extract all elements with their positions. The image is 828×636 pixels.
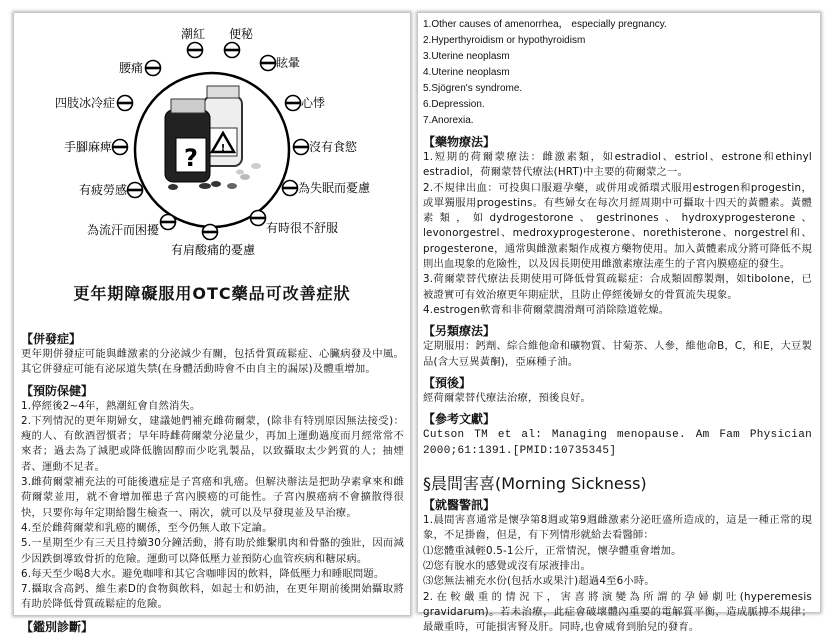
list-item: 2.Hyperthyroidism or hypothyroidism [423,35,586,46]
symptom-label: 有時很不舒服 [266,221,339,235]
list-item: 4.至於雌荷爾蒙和乳癌的關係，至今仍無人敢下定論。 [21,521,273,534]
left-page [14,13,410,634]
prevention-list [21,399,404,613]
list-item: 2.在較嚴重的情況下，害喜將演變為所謂的孕婦劇吐(hyperemesis gravidarum)。若未治療，此症會破壞體內重要的電解質平衡，造成脈搏不規律；最嚴重時，可能損害腎及肝。同時,也會威脅到胎兒的發育。 [423,590,812,634]
list-item: 3.雌荷爾蒙補充法的可能後遺症是子宮癌和乳癌。但解決辦法是把助孕素拿來和雌荷爾蒙並用，就不會增加罹患子宮內膜癌的可能性。子宮內膜癌病不會擴散得很快，只要你每年定期給醫生檢查一、兩次，就可以及早發現並及早治療。 [21,476,404,519]
complications-heading: 【併發症】 [21,332,82,346]
prevention-heading: 【預防保健】 [21,383,94,398]
list-item: 1.停經後2~4年，熱潮紅會自然消失。 [21,399,201,412]
symptom-label: 為失眠而憂慮 [298,181,371,195]
list-item: ⑴您體重減輕0.5-1公斤，正常情況，懷孕體重會增加。 [423,544,682,557]
drug-heading: 【藥物療法】 [423,135,496,149]
list-item: 6.Depression. [423,99,485,110]
pill-icon [203,225,218,240]
pill-bottle-question-icon [165,99,210,182]
list-item: ⑵您有脫水的感覺或沒有尿液排出。 [423,560,591,573]
symptom-label: 有疲勞感 [78,183,127,197]
symptom-label: 腰痛 [118,61,143,75]
alternative-heading: 【另類療法】 [423,324,496,339]
differential-list [423,17,812,129]
svg-text:?: ? [184,144,198,172]
warning-heading: 【就醫警訊】 [423,498,496,513]
pill-icon [261,56,276,71]
list-item: ⑶您無法補充水份(包括水或果汁)超過4至6小時。 [423,575,655,588]
list-item: 1.晨間害喜通常是懷孕第8週或第9週雌激素分泌旺盛所造成的，這是一種正常的現象，不足掛齒，但是，有下列情形就給去看醫師： [423,514,812,542]
pill-icon [188,43,203,58]
list-item: 7.攝取含高鈣、維生素D的食物與飲料，如起士和奶油，在更年期前後開始攝取將有助於降低骨質疏鬆症的危險。 [21,583,404,611]
svg-text:!: ! [220,143,226,154]
symptom-label: 心悸 [301,96,326,110]
list-item: 7.Anorexia. [423,115,474,126]
list-item: 3.荷爾蒙替代療法長期使用可降低骨質疏鬆症：合成類固醇製劑，如tibolone，已被證實可有效治療更年期症狀，且防止停經後婦女的骨質流失現象。 [423,273,812,301]
morning-sickness-title: §晨間害喜(Morning Sickness) [423,474,647,494]
pill-icon [294,140,309,155]
prognosis-heading: 【預後】 [423,375,472,390]
symptom-label: 沒有食慾 [309,140,358,154]
list-item: 5.一星期至少有三天且持續30分鐘活動，將有助於維繫肌肉和骨骼的強壯，因而減少因跌倒導致骨折的危險。運動可以降低壓力並預防心血管疾病和糖尿病。 [21,537,404,565]
pill-icon [113,140,128,155]
symptom-label: 四肢冰冷症 [54,96,115,110]
complications-text: 更年期併發症可能與雌激素的分泌減少有關，包括骨質疏鬆症、心臟病發及中風。其它併發症可能有泌尿道失禁(在身體活動時會不由自主的漏尿)及體重增加。 [21,348,404,376]
list-item: 5.Sjögren's syndrome. [423,83,523,94]
list-item: 3.Uterine neoplasm [423,51,510,62]
pill-icon [225,43,240,58]
symptom-label: 為流汗而困擾 [86,223,159,237]
symptom-label: 眩暈 [276,56,301,70]
pill-icon [128,183,143,198]
list-item: 4.estrogen軟膏和非荷爾蒙潤滑劑可消除陰道乾燥。 [423,303,670,316]
references-heading: 【參考文獻】 [423,412,496,427]
list-item: 6.每天至少喝8大水。避免咖啡和其它含咖啡因的飲料，降低壓力和睡眠問題。 [21,567,385,580]
differential-heading: 【鑑別診斷】 [21,619,94,634]
symptom-diagram [14,13,410,278]
symptom-label: 便秘 [228,27,254,41]
symptom-label: 有肩酸痛的憂慮 [170,243,256,257]
pill-icon [118,96,133,111]
list-item: 2.不規律出血：可投與口服避孕藥，或併用或循環式服用estrogen和progestin，或單獨服用progestins。有些婦女在每次月經周期中可攝取十四天的黃體素。黃體素類，如dydrogestorone、gestrinones、hydroxyprogesterone、levonorgestrel、medroxyprogesterone、norethisterone、norgestrel和、progesterone，通常與雌激素類作成複方藥物使用。加入黃體素成分將可降低不規則出血現象的危險性，以及因長期使用雌激素療法產生的子宮內膜癌症的發生。 [423,181,812,271]
list-item: 1.短期的荷爾蒙療法：雌激素類，如estradiol、estriol、estrone和ethinyl estradiol，荷爾蒙替代療法(HRT)中主要的荷爾蒙之一。 [423,151,812,179]
pill-icon [161,215,176,230]
prognosis-text: 經荷爾蒙替代療法治療，預後良好。 [423,391,591,404]
symptom-label: 手腳麻痺 [63,140,112,154]
pill-icon [283,181,298,196]
symptom-label: 潮紅 [180,27,206,41]
list-item: 1.Other causes of amenorrhea， especially pregnancy. [423,19,667,30]
pill-icon [251,211,266,226]
alternative-text: 定期服用：鈣劑、綜合維他命和礦物質、甘菊茶、人參，維他命B，C，和E，大豆製品(含大豆異黃酮)，亞麻種子油。 [423,340,812,368]
reference-text: Cutson TM et al: Managing menopause. Am Fam Physician 2000;61:1391.[PMID:10735345] [423,429,812,458]
list-item: 2.下列情況的更年期婦女，建議她們補充雌荷爾蒙，(除非有特別原因無法接受)：瘦的人、有飲酒習慣者；早年時雌荷爾蒙分泌量少，再加上運動過度而月經常常不來者；過去為了減肥或降低膽固醇而少吃乳製品，以致攝取太少鈣質的人；抽煙者、運動不足者。 [21,414,404,473]
list-item: 4.Uterine neoplasm [423,67,510,78]
pill-icon [286,96,301,111]
pill-icon [146,61,161,76]
right-page [418,13,820,634]
diagram-title: 更年期障礙服用OTC藥品可改善症狀 [73,284,351,303]
